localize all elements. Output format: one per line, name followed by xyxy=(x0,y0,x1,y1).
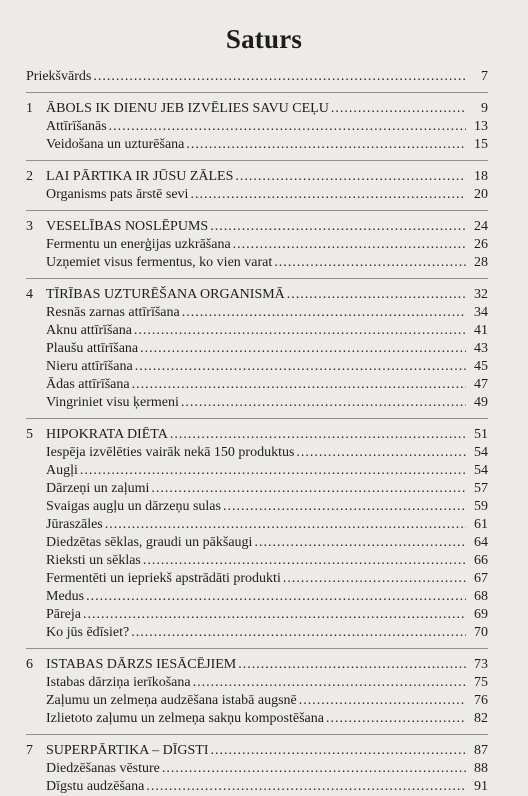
entry-title: Iespēja izvēlēties vairāk nekā 150 produktus xyxy=(46,445,295,460)
entry-title: Ko jūs ēdīsiet? xyxy=(46,625,130,640)
toc-entry-row xyxy=(26,118,488,136)
leader-dots xyxy=(162,760,466,778)
toc-entry-row xyxy=(26,322,488,340)
leader-dots xyxy=(105,516,466,534)
chapter-title: ĀBOLS IK DIENU JEB IZVĒLIES SAVU CEĻU xyxy=(46,101,329,116)
toc-entry-row xyxy=(26,480,488,498)
page-number: 32 xyxy=(474,287,488,302)
page-number: 45 xyxy=(474,359,488,374)
leader-dots xyxy=(146,778,466,796)
toc-entry-row xyxy=(26,692,488,710)
leader-dots xyxy=(134,322,466,340)
page-number: 88 xyxy=(474,761,488,776)
toc-entry-row xyxy=(26,394,488,412)
leader-dots xyxy=(80,462,466,480)
page-number: 34 xyxy=(474,305,488,320)
page-number: 49 xyxy=(474,395,488,410)
page-number: 43 xyxy=(474,341,488,356)
chapter-number: 1 xyxy=(26,101,33,116)
entry-title: Fermentēti un iepriekš apstrādāti produkti xyxy=(46,571,281,586)
page-number: 26 xyxy=(474,237,488,252)
leader-dots xyxy=(326,710,466,728)
page-number: 7 xyxy=(481,69,488,84)
leader-dots xyxy=(223,498,466,516)
entry-title: Ādas attīrīšana xyxy=(46,377,130,392)
leader-dots xyxy=(235,168,466,186)
leader-dots xyxy=(170,426,466,444)
toc-entry-row xyxy=(26,760,488,778)
chapter-number: 7 xyxy=(26,743,33,758)
section-divider xyxy=(26,734,488,735)
entry-title: Attīrīšanās xyxy=(46,119,107,134)
leader-dots xyxy=(143,552,466,570)
entry-title: Priekšvārds xyxy=(26,69,92,84)
toc-chapter-row xyxy=(26,100,488,118)
entry-title: Dārzeņi un zaļumi xyxy=(46,481,150,496)
toc-entry-row xyxy=(26,710,488,728)
toc-entry-row xyxy=(26,674,488,692)
toc-entry-row xyxy=(26,534,488,552)
page-number: 66 xyxy=(474,553,488,568)
entry-title: Istabas dārziņa ierīkošana xyxy=(46,675,191,690)
toc-chapter-row xyxy=(26,742,488,760)
entry-title: Aknu attīrīšana xyxy=(46,323,132,338)
page-number: 20 xyxy=(474,187,488,202)
page-number: 69 xyxy=(474,607,488,622)
toc-entry-row xyxy=(26,570,488,588)
chapter-title: LAI PĀRTIKA IR JŪSU ZĀLES xyxy=(46,169,234,184)
chapter-number: 6 xyxy=(26,657,33,672)
leader-dots xyxy=(274,254,466,272)
leader-dots xyxy=(131,624,466,642)
entry-title: Jūraszāles xyxy=(46,517,103,532)
leader-dots xyxy=(182,304,466,322)
leader-dots xyxy=(331,100,466,118)
toc-entry-row xyxy=(26,606,488,624)
entry-title: Dīgstu audzēšana xyxy=(46,779,145,794)
toc-entry-row xyxy=(26,624,488,642)
toc-chapter-row xyxy=(26,426,488,444)
chapter-title: ISTABAS DĀRZS IESĀCĒJIEM xyxy=(46,657,237,672)
entry-title: Diedzēšanas vēsture xyxy=(46,761,160,776)
toc-entry-row xyxy=(26,186,488,204)
page-number: 73 xyxy=(474,657,488,672)
page-number: 24 xyxy=(474,219,488,234)
page-number: 68 xyxy=(474,589,488,604)
toc-entry-row xyxy=(26,444,488,462)
section-divider xyxy=(26,278,488,279)
toc-preface-row xyxy=(26,68,488,86)
toc-chapter-row xyxy=(26,286,488,304)
toc-entry-row xyxy=(26,304,488,322)
toc-entry-row xyxy=(26,516,488,534)
toc-entry-row xyxy=(26,236,488,254)
page-number: 75 xyxy=(474,675,488,690)
toc-entry-row xyxy=(26,462,488,480)
page-number: 59 xyxy=(474,499,488,514)
leader-dots xyxy=(151,480,466,498)
leader-dots xyxy=(140,340,466,358)
toc-entry-row xyxy=(26,778,488,796)
page-number: 70 xyxy=(474,625,488,640)
section-divider xyxy=(26,418,488,419)
toc-entry-row xyxy=(26,340,488,358)
entry-title: Svaigas augļu un dārzeņu sulas xyxy=(46,499,221,514)
page-number: 67 xyxy=(474,571,488,586)
leader-dots xyxy=(135,358,466,376)
page-number: 9 xyxy=(481,101,488,116)
page-number: 15 xyxy=(474,137,488,152)
leader-dots xyxy=(211,742,466,760)
page-number: 54 xyxy=(474,445,488,460)
toc-entry-row xyxy=(26,552,488,570)
leader-dots xyxy=(83,606,466,624)
table-of-contents xyxy=(26,68,488,796)
chapter-number: 3 xyxy=(26,219,33,234)
page-number: 18 xyxy=(474,169,488,184)
toc-chapter-row xyxy=(26,656,488,674)
page-number: 47 xyxy=(474,377,488,392)
page-number: 91 xyxy=(474,779,488,794)
entry-title: Uzņemiet visus fermentus, ko vien varat xyxy=(46,255,273,270)
entry-title: Augļi xyxy=(46,463,78,478)
page-number: 13 xyxy=(474,119,488,134)
entry-title: Rieksti un sēklas xyxy=(46,553,141,568)
toc-title: Saturs xyxy=(225,24,303,54)
entry-title: Organisms pats ārstē sevi xyxy=(46,187,189,202)
leader-dots xyxy=(93,68,466,86)
chapter-number: 2 xyxy=(26,169,33,184)
toc-chapter-row xyxy=(26,218,488,236)
entry-title: Fermentu un enerģijas uzkrāšana xyxy=(46,237,231,252)
chapter-title: VESELĪBAS NOSLĒPUMS xyxy=(46,219,209,234)
toc-entry-row xyxy=(26,498,488,516)
leader-dots xyxy=(287,286,466,304)
leader-dots xyxy=(86,588,466,606)
leader-dots xyxy=(296,444,466,462)
leader-dots xyxy=(210,218,466,236)
entry-title: Resnās zarnas attīrīšana xyxy=(46,305,180,320)
page-number: 87 xyxy=(474,743,488,758)
entry-title: Diedzētas sēklas, graudi un pākšaugi xyxy=(46,535,253,550)
leader-dots xyxy=(109,118,466,136)
entry-title: Medus xyxy=(46,589,85,604)
page-number: 61 xyxy=(474,517,488,532)
chapter-number: 5 xyxy=(26,427,33,442)
entry-title: Vingriniet visu ķermeni xyxy=(46,395,179,410)
leader-dots xyxy=(193,674,466,692)
toc-entry-row xyxy=(26,358,488,376)
toc-entry-row xyxy=(26,136,488,154)
page-number: 51 xyxy=(474,427,488,442)
section-divider xyxy=(26,210,488,211)
page-number: 57 xyxy=(474,481,488,496)
leader-dots xyxy=(190,186,466,204)
toc-chapter-row xyxy=(26,168,488,186)
page-number: 28 xyxy=(474,255,488,270)
entry-title: Zaļumu un zelmeņa audzēšana istabā augsnē xyxy=(46,693,297,708)
entry-title: Pāreja xyxy=(46,607,81,622)
leader-dots xyxy=(238,656,466,674)
leader-dots xyxy=(181,394,466,412)
toc-entry-row xyxy=(26,588,488,606)
page-number: 82 xyxy=(474,711,488,726)
chapter-title: HIPOKRATA DIĒTA xyxy=(46,427,168,442)
page-number: 54 xyxy=(474,463,488,478)
page-number: 64 xyxy=(474,535,488,550)
chapter-title: SUPERPĀRTIKA – DĪGSTI xyxy=(46,743,209,758)
page-number: 76 xyxy=(474,693,488,708)
leader-dots xyxy=(132,376,466,394)
chapter-title: TĪRĪBAS UZTURĒŠANA ORGANISMĀ xyxy=(46,287,285,302)
section-divider xyxy=(26,160,488,161)
section-divider xyxy=(26,648,488,649)
page-number: 41 xyxy=(474,323,488,338)
entry-title: Plaušu attīrīšana xyxy=(46,341,139,356)
leader-dots xyxy=(186,136,466,154)
chapter-number: 4 xyxy=(26,287,33,302)
section-divider xyxy=(26,92,488,93)
leader-dots xyxy=(254,534,466,552)
leader-dots xyxy=(233,236,466,254)
entry-title: Nieru attīrīšana xyxy=(46,359,133,374)
leader-dots xyxy=(283,570,466,588)
leader-dots xyxy=(299,692,466,710)
entry-title: Izlietoto zaļumu un zelmeņa sakņu kompostēšana xyxy=(46,711,324,726)
entry-title: Veidošana un uzturēšana xyxy=(46,137,185,152)
toc-entry-row xyxy=(26,376,488,394)
toc-entry-row xyxy=(26,254,488,272)
